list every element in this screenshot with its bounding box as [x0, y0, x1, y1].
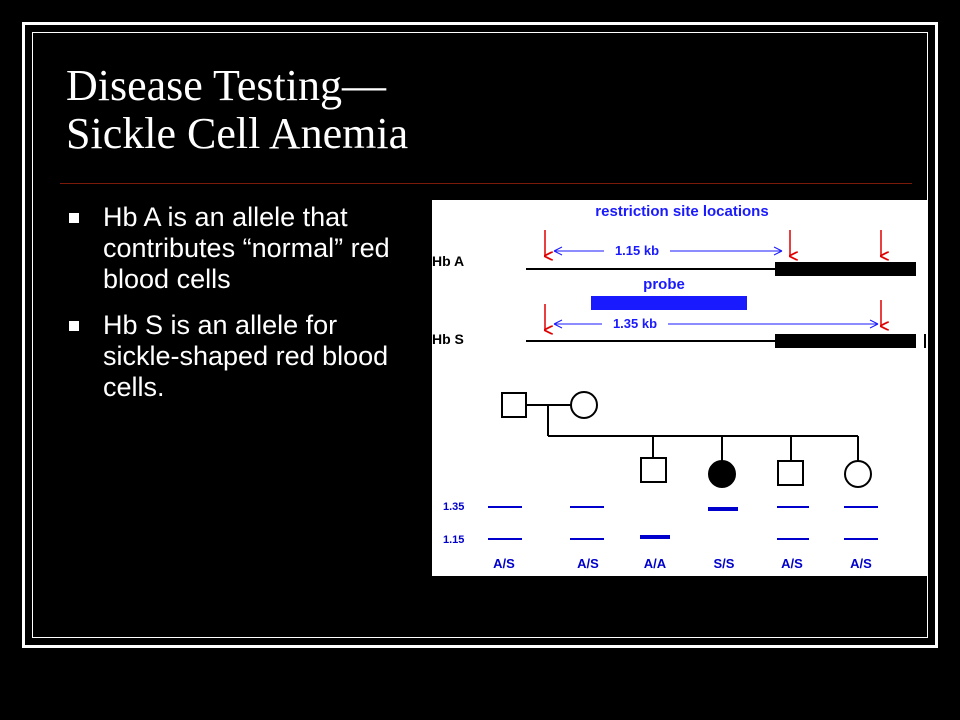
genotype-label: A/S [577, 556, 599, 571]
genotype-label: A/S [493, 556, 515, 571]
square-bullet-icon [69, 213, 79, 223]
hbs-label: Hb S [432, 331, 464, 347]
son-aa-square-icon [641, 458, 666, 482]
hba-label: Hb A [432, 253, 465, 269]
band-size-135: 1.35 [443, 501, 465, 513]
genotype-label: A/S [850, 556, 872, 571]
probe-label: probe [643, 276, 685, 293]
square-bullet-icon [69, 321, 79, 331]
bullet-text: Hb A is an allele that contributes “normal” red blood cells [103, 202, 390, 294]
probe-bar [591, 296, 747, 310]
bullet-item [66, 310, 406, 403]
genotype-label: A/S [781, 556, 803, 571]
title-line-2: Sickle Cell Anemia [66, 109, 409, 158]
hbs-gene-block [775, 334, 916, 348]
diagram-heading: restriction site locations [595, 203, 769, 220]
slide-title [66, 62, 408, 158]
hbs-distance-label: 1.35 kb [612, 316, 658, 331]
hbs-end-tick [924, 334, 926, 348]
title-divider [60, 183, 912, 184]
hba-distance-label: 1.15 kb [614, 243, 660, 258]
father-square-icon [502, 393, 526, 417]
daughter-ss-filled-circle-icon [709, 461, 735, 487]
title-line-1: Disease Testing— [66, 61, 386, 110]
diagram-svg [432, 200, 928, 576]
hba-gene-block [775, 262, 916, 276]
genotype-label: S/S [713, 556, 735, 571]
bullet-text: Hb S is an allele for sickle-shaped red blood cells. [103, 310, 389, 402]
son-as-square-icon [778, 461, 803, 485]
genotype-label: A/A [643, 556, 667, 571]
mother-circle-icon [571, 392, 597, 418]
bullet-item [66, 202, 406, 295]
sickle-cell-diagram [432, 200, 928, 576]
bullet-list [66, 202, 406, 418]
daughter-as-circle-icon [845, 461, 871, 487]
band-size-115: 1.15 [443, 534, 465, 546]
